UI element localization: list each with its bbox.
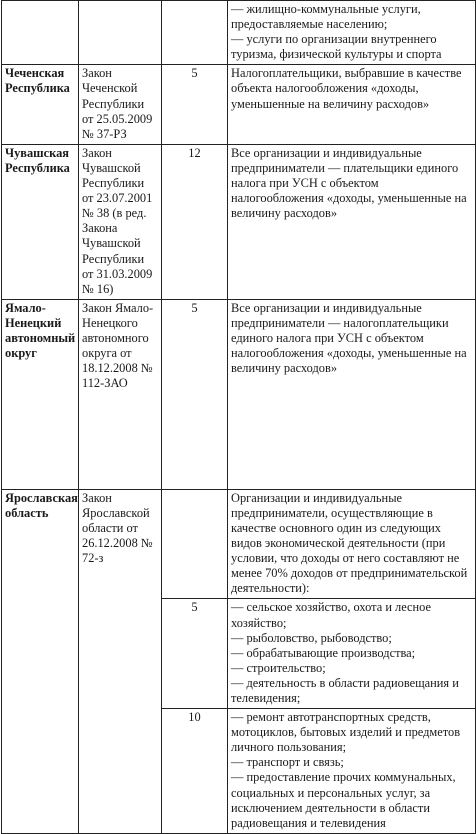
region-cell: Чеченская Республика bbox=[2, 65, 79, 144]
rate-cell: 12 bbox=[162, 144, 228, 299]
description-cell: Налогоплательщики, выбравшие в качестве объекта налогообложения «доходы, уменьшенные на величину расходов» bbox=[228, 65, 476, 144]
table-row bbox=[2, 1, 476, 65]
law-cell bbox=[79, 1, 162, 65]
rate-cell: 5 bbox=[162, 65, 228, 144]
table-row bbox=[2, 299, 476, 489]
rate-cell bbox=[162, 489, 228, 599]
law-cell: Закон Чеченской Республики от 25.05.2009 № 37-РЗ bbox=[79, 65, 162, 144]
rate-cell: 5 bbox=[162, 599, 228, 709]
law-cell: Закон Чувашской Республики от 23.07.2001 № 38 (в ред. Закона Чувашской Республики от 31.03.2009 № 16) bbox=[79, 144, 162, 299]
law-cell: Закон Ямало-Ненецкого автономного округа от 18.12.2008 № 112-ЗАО bbox=[79, 299, 162, 489]
rate-cell: 5 bbox=[162, 299, 228, 489]
description-cell: Все организации и индивидуальные предприниматели — налогоплательщики единого налога при УСН с объектом налогообложения «доходы, уменьшенные на величину расходов» bbox=[228, 299, 476, 489]
description-cell: — ремонт автотранспортных средств, мотоциклов, бытовых изделий и предметов личного пользования; — транспорт и связь; — предоставление прочих коммунальных, социальных и персональных услуг, за исключением деятельности в области радиовещания и телевидения bbox=[228, 709, 476, 834]
table-row bbox=[2, 144, 476, 299]
region-cell: Ярославская область bbox=[2, 489, 79, 833]
rate-cell bbox=[162, 1, 228, 65]
table-row bbox=[2, 489, 476, 599]
tax-rates-table bbox=[1, 0, 476, 834]
description-cell: Организации и индивидуальные предприниматели, осуществляющие в качестве основного один из следующих видов экономической деятельности (при условии, что доходы от него составляют не менее 70% доходов от предпринимательской деятельности): bbox=[228, 489, 476, 599]
region-cell: Ямало-Ненецкий автономный округ bbox=[2, 299, 79, 489]
region-cell: Чувашская Республика bbox=[2, 144, 79, 299]
table-row bbox=[2, 65, 476, 144]
law-cell: Закон Ярославской области от 26.12.2008 № 72-з bbox=[79, 489, 162, 833]
region-cell bbox=[2, 1, 79, 65]
description-cell: — сельское хозяйство, охота и лесное хозяйство; — рыболовство, рыбоводство; — обрабатывающие производства; — строительство; — деятельность в области радиовещания и телевидения; bbox=[228, 599, 476, 709]
rate-cell: 10 bbox=[162, 709, 228, 834]
description-cell: Все организации и индивидуальные предприниматели — плательщики единого налога при УСН с объектом налогообложения «доходы, уменьшенные на величину расходов» bbox=[228, 144, 476, 299]
description-cell: — жилищно-коммунальные услуги, предоставляемые населению; — услуги по организации внутреннего туризма, физической культуры и спорта bbox=[228, 1, 476, 65]
